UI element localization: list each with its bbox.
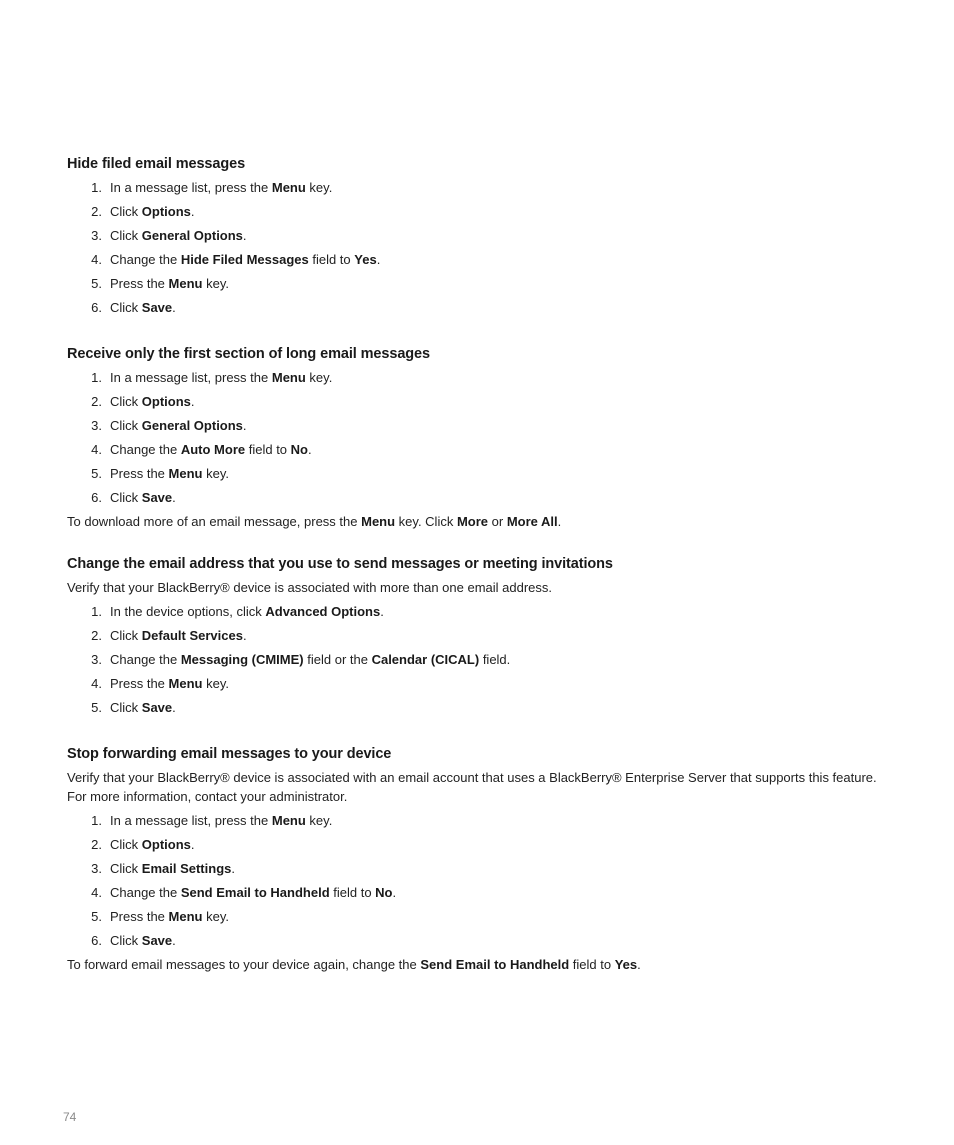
ui-term: Save: [141, 700, 173, 715]
step-text: Press the Menu key.: [110, 276, 229, 291]
ui-term: Menu: [361, 514, 396, 529]
steps-list: [67, 809, 887, 953]
step-item: [67, 905, 887, 929]
ui-term: Calendar (CICAL): [371, 652, 480, 667]
step-item: [67, 248, 887, 272]
section-spacer: [67, 320, 887, 342]
step-text: Click Save.: [110, 490, 176, 505]
ui-term: Save: [141, 933, 173, 948]
step-text: Press the Menu key.: [110, 466, 229, 481]
step-item: [67, 414, 887, 438]
step-number: 5.: [91, 909, 102, 924]
steps-list: [67, 600, 887, 720]
step-item: [67, 224, 887, 248]
section-spacer: [67, 534, 887, 552]
ui-term: Options: [141, 394, 191, 409]
step-item: [67, 857, 887, 881]
ui-term: Save: [141, 300, 173, 315]
step-number: 4.: [91, 885, 102, 900]
step-number: 3.: [91, 861, 102, 876]
ui-term: Email Settings: [141, 861, 232, 876]
step-number: 6.: [91, 933, 102, 948]
ui-term: Yes: [354, 252, 377, 267]
step-item: [67, 296, 887, 320]
ui-term: Send Email to Handheld: [420, 957, 570, 972]
ui-term: Menu: [271, 180, 306, 195]
section-note: To download more of an email message, press the Menu key. Click More or More All.: [67, 514, 562, 529]
section-change-address: [67, 552, 887, 720]
ui-term: Messaging (CMIME): [180, 652, 304, 667]
step-number: 2.: [91, 204, 102, 219]
section-spacer: [67, 720, 887, 742]
section-stop-forwarding: [67, 742, 887, 977]
step-number: 5.: [91, 466, 102, 481]
ui-term: Send Email to Handheld: [180, 885, 330, 900]
step-text: Press the Menu key.: [110, 676, 229, 691]
page-number: 74: [63, 1110, 77, 1124]
step-text: Click Save.: [110, 933, 176, 948]
section-receive-first: [67, 342, 887, 534]
ui-term: Advanced Options: [265, 604, 381, 619]
step-text: Click Options.: [110, 837, 195, 852]
step-number: 5.: [91, 276, 102, 291]
step-item: [67, 366, 887, 390]
ui-term: Menu: [168, 676, 203, 691]
document-page: [67, 152, 887, 977]
step-number: 2.: [91, 628, 102, 643]
step-item: [67, 672, 887, 696]
step-number: 2.: [91, 394, 102, 409]
step-number: 1.: [91, 370, 102, 385]
step-number: 6.: [91, 300, 102, 315]
ui-term: Options: [141, 837, 191, 852]
steps-list: [67, 176, 887, 320]
section-title: Hide filed email messages: [67, 156, 246, 172]
step-number: 1.: [91, 813, 102, 828]
ui-term: Menu: [271, 813, 306, 828]
ui-term: Default Services: [141, 628, 243, 643]
step-item: [67, 438, 887, 462]
ui-term: More All: [506, 514, 558, 529]
step-number: 2.: [91, 837, 102, 852]
step-text: Click Options.: [110, 394, 195, 409]
section-intro: Verify that your BlackBerry® device is associated with more than one email address.: [67, 580, 553, 595]
step-item: [67, 929, 887, 953]
step-number: 4.: [91, 252, 102, 267]
section-title: Stop forwarding email messages to your device: [67, 746, 392, 762]
step-number: 1.: [91, 604, 102, 619]
ui-term: Auto More: [180, 442, 246, 457]
ui-term: More: [456, 514, 489, 529]
step-number: 6.: [91, 490, 102, 505]
step-item: [67, 600, 887, 624]
step-number: 4.: [91, 676, 102, 691]
step-item: [67, 200, 887, 224]
step-item: [67, 624, 887, 648]
ui-term: Save: [141, 490, 173, 505]
step-item: [67, 390, 887, 414]
step-text: Click Save.: [110, 700, 176, 715]
step-item: [67, 462, 887, 486]
step-item: [67, 696, 887, 720]
ui-term: Hide Filed Messages: [180, 252, 309, 267]
ui-term: Options: [141, 204, 191, 219]
step-text: Click Save.: [110, 300, 176, 315]
step-number: 5.: [91, 700, 102, 715]
step-text: In the device options, click Advanced Options.: [110, 604, 384, 619]
step-text: Click General Options.: [110, 418, 247, 433]
section-title: Change the email address that you use to send messages or meeting invitations: [67, 556, 613, 572]
ui-term: Menu: [168, 909, 203, 924]
step-item: [67, 648, 887, 672]
step-text: Click Options.: [110, 204, 195, 219]
step-item: [67, 881, 887, 905]
step-text: Click Email Settings.: [110, 861, 235, 876]
ui-term: No: [375, 885, 393, 900]
steps-list: [67, 366, 887, 510]
section-title: Receive only the first section of long email messages: [67, 346, 430, 362]
step-text: Change the Auto More field to No.: [110, 442, 312, 457]
step-item: [67, 833, 887, 857]
step-text: Change the Messaging (CMIME) field or the Calendar (CICAL) field.: [110, 652, 511, 667]
step-text: In a message list, press the Menu key.: [110, 370, 333, 385]
ui-term: General Options: [141, 228, 243, 243]
step-item: [67, 176, 887, 200]
step-item: [67, 486, 887, 510]
ui-term: Menu: [271, 370, 306, 385]
step-text: In a message list, press the Menu key.: [110, 813, 333, 828]
step-number: 3.: [91, 418, 102, 433]
step-text: In a message list, press the Menu key.: [110, 180, 333, 195]
step-number: 4.: [91, 442, 102, 457]
step-item: [67, 272, 887, 296]
section-note: To forward email messages to your device again, change the Send Email to Handheld field to Yes.: [67, 957, 641, 972]
ui-term: Menu: [168, 466, 203, 481]
ui-term: No: [290, 442, 308, 457]
ui-term: Menu: [168, 276, 203, 291]
step-text: Press the Menu key.: [110, 909, 229, 924]
ui-term: General Options: [141, 418, 243, 433]
step-number: 3.: [91, 228, 102, 243]
section-hide-filed: [67, 152, 887, 320]
ui-term: Yes: [614, 957, 638, 972]
step-item: [67, 809, 887, 833]
step-text: Change the Send Email to Handheld field to No.: [110, 885, 397, 900]
step-text: Change the Hide Filed Messages field to Yes.: [110, 252, 381, 267]
section-intro: Verify that your BlackBerry® device is associated with an email account that uses a BlackBerry® Enterprise Server that supports this feature. For more information, contact your administrator.: [67, 770, 877, 804]
step-text: Click Default Services.: [110, 628, 247, 643]
step-number: 3.: [91, 652, 102, 667]
step-number: 1.: [91, 180, 102, 195]
step-text: Click General Options.: [110, 228, 247, 243]
